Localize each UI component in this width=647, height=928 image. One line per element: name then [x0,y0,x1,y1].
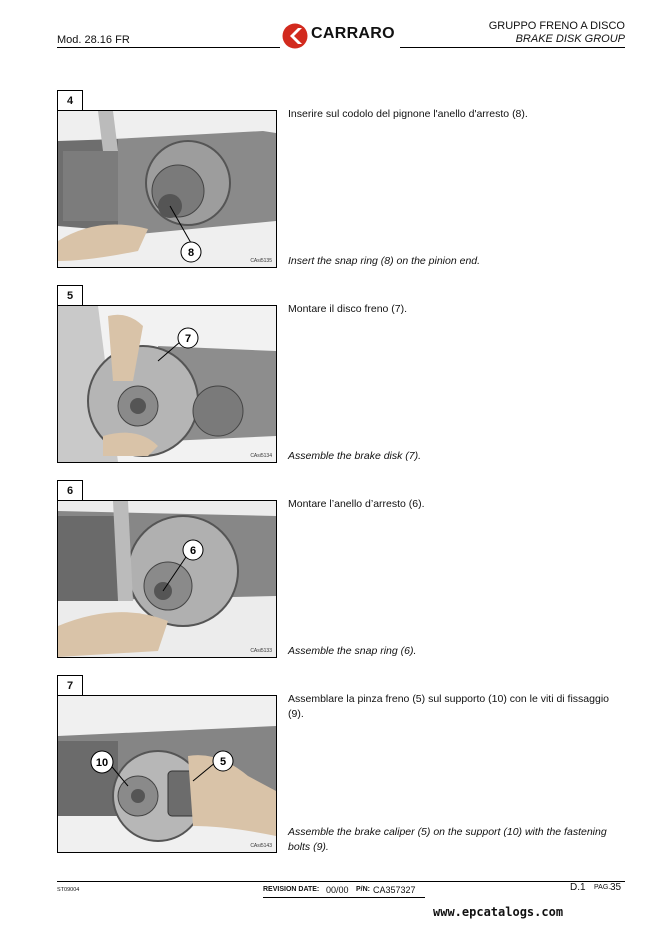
brand-name: CARRARO [311,25,395,42]
step-photo [57,500,277,658]
photo-code: CAsi5143 [250,843,272,849]
callout-label: 8 [187,247,195,259]
page-number: 35 [610,882,622,893]
photo-code: CAsi5135 [250,258,272,264]
header-rule-right [400,47,625,48]
step-photo [57,305,277,463]
revision-label: REVISION DATE: [263,886,320,893]
callout-label: 10 [95,757,109,769]
step-text-it: Montare l’anello d’arresto (6). [288,498,425,510]
model-label: Mod. 28.16 FR [57,34,130,46]
step-text-en: Assemble the brake caliper (5) on the support (10) with the fastening bolts (9). [288,826,607,853]
callout-label: 6 [189,545,197,557]
callout-label: 5 [219,756,227,768]
carraro-logo-icon [281,22,311,50]
header-rule-left [57,47,280,48]
revision-rule [263,897,425,898]
photo-code: CAsi5133 [250,648,272,654]
step-number: 7 [57,675,83,695]
section-title-it: GRUPPO FRENO A DISCO [488,20,625,32]
step-text-it: Assemblare la pinza freno (5) sul supporto (10) con le viti di fissaggio (9). [288,693,609,720]
callout-label: 7 [184,333,192,345]
footer-rule [57,881,625,882]
section-ref: D.1 [570,882,586,893]
step-number: 4 [57,90,83,110]
photo-code: CAsi5134 [250,453,272,459]
step-number: 5 [57,285,83,305]
step-text-en: Insert the snap ring (8) on the pinion end. [288,255,481,267]
pn-label: P/N: [356,886,370,893]
step-photo [57,110,277,268]
step-photo [57,695,277,853]
step-text-it: Montare il disco freno (7). [288,303,408,315]
step-text-en: Assemble the snap ring (6). [288,645,417,657]
step-text-it: Inserire sul codolo del pignone l'anello d'arresto (8). [288,108,528,120]
pn-value: CA357327 [373,885,416,895]
watermark-url: www.epcatalogs.com [433,905,564,919]
revision-value: 00/00 [326,885,349,895]
step-text-en: Assemble the brake disk (7). [288,450,422,462]
page-label: PAG. [594,884,611,891]
section-title-en: BRAKE DISK GROUP [515,33,625,45]
step-number: 6 [57,480,83,500]
doc-code: ST09004 [57,887,80,893]
